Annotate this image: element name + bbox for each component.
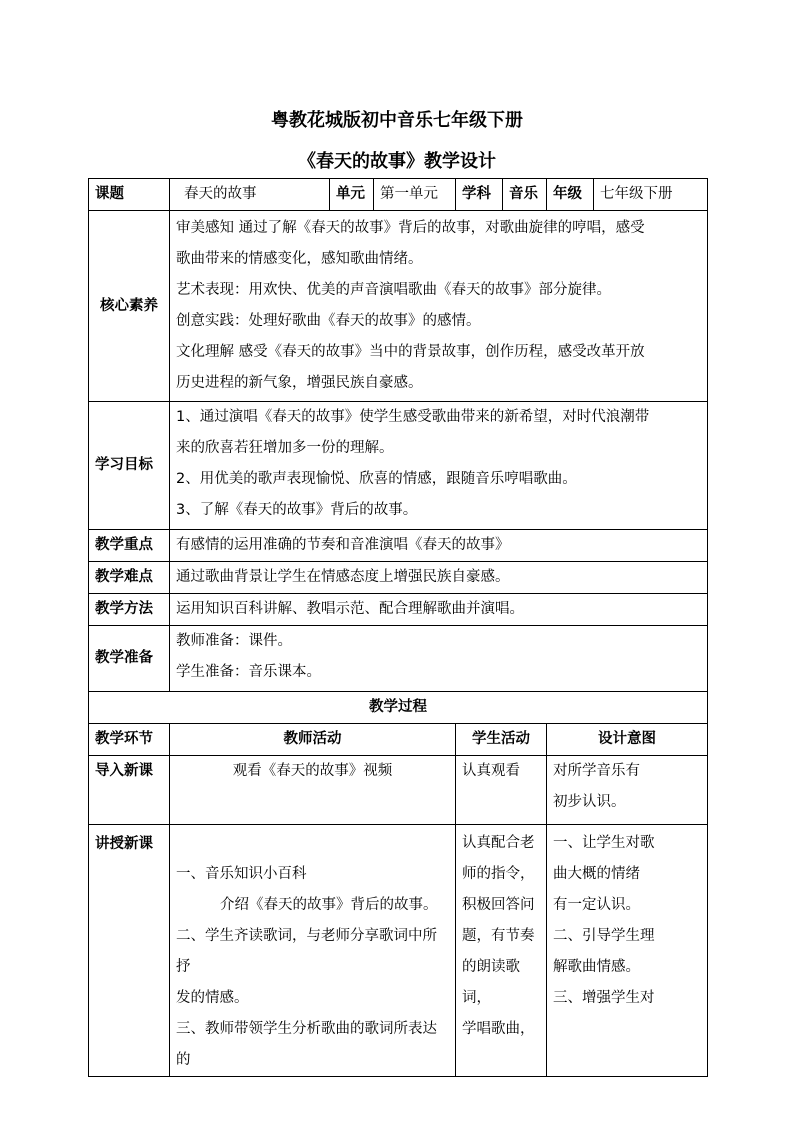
core-line: 审美感知 通过了解《春天的故事》背后的故事，对歌曲旋律的哼唱，感受 — [176, 220, 645, 236]
student-intro: 认真观看 — [456, 756, 547, 825]
key-point-text: 有感情的运用准确的节奏和音准演唱《春天的故事》 — [170, 530, 708, 562]
goal-line: 来的欣喜若狂增加多一份的理解。 — [176, 440, 394, 456]
col-student-header: 学生活动 — [456, 724, 547, 756]
subject-label: 学科 — [456, 179, 503, 211]
key-point-label: 教学重点 — [89, 530, 170, 562]
prep-label: 教学准备 — [89, 626, 170, 692]
prep-row — [89, 626, 708, 692]
intent-line: 二、引导学生理 — [553, 928, 655, 944]
core-line: 歌曲带来的情感变化，感知歌曲情绪。 — [176, 251, 423, 267]
intent-line: 曲大概的情绪 — [553, 866, 640, 882]
intent-line: 一、让学生对歌 — [553, 835, 655, 851]
core-line: 历史进程的新气象，增强民族自豪感。 — [176, 375, 423, 391]
goals-row — [89, 402, 708, 530]
process-header: 教学过程 — [89, 692, 708, 724]
teacher-line: 二、学生齐读歌词，与老师分享歌词中所抒 — [176, 928, 437, 975]
student-line: 学唱歌曲， — [462, 1021, 535, 1037]
difficulty-text: 通过歌曲背景让学生在情感态度上增强民族自豪感。 — [170, 562, 708, 594]
intent-lesson — [547, 825, 708, 1077]
intent-line: 初步认识。 — [553, 794, 626, 810]
method-row — [89, 594, 708, 626]
intent-line: 三、增强学生对 — [553, 990, 655, 1006]
prep-content — [170, 626, 708, 692]
student-lesson — [456, 825, 547, 1077]
grade-label: 年级 — [547, 179, 594, 211]
key-point-row — [89, 530, 708, 562]
intent-line: 对所学音乐有 — [553, 763, 640, 779]
goal-line: 3、了解《春天的故事》背后的故事。 — [176, 502, 418, 518]
topic-value: 春天的故事 — [170, 179, 330, 211]
lesson-plan-table — [88, 178, 708, 1077]
teacher-lesson — [170, 825, 456, 1077]
teacher-line: 介绍《春天的故事》背后的故事。 — [220, 897, 438, 913]
teacher-line: 三、教师带领学生分析歌曲的歌词所表达的 — [176, 1021, 437, 1068]
process-columns-row — [89, 724, 708, 756]
difficulty-label: 教学难点 — [89, 562, 170, 594]
student-line: 题，有节奏 — [462, 928, 535, 944]
stage-lesson: 讲授新课 — [89, 825, 170, 1077]
student-line: 认真配合老 — [462, 835, 535, 851]
info-row — [89, 179, 708, 211]
core-row — [89, 211, 708, 402]
grade-value: 七年级下册 — [594, 179, 708, 211]
unit-value: 第一单元 — [374, 179, 456, 211]
student-line: 积极回答问 — [462, 897, 535, 913]
method-label: 教学方法 — [89, 594, 170, 626]
goals-label: 学习目标 — [89, 402, 170, 530]
document-title: 粤教花城版初中音乐七年级下册 — [271, 110, 523, 131]
goal-line: 1、通过演唱《春天的故事》使学生感受歌曲带来的新希望，对时代浪潮带 — [176, 409, 650, 425]
subject-value: 音乐 — [503, 179, 547, 211]
prep-line: 学生准备：音乐课本。 — [176, 664, 321, 680]
difficulty-row — [89, 562, 708, 594]
intent-line: 解歌曲情感。 — [553, 959, 640, 975]
intent-intro — [547, 756, 708, 825]
teacher-line: 发的情感。 — [176, 990, 249, 1006]
teacher-line: 一、音乐知识小百科 — [176, 866, 307, 882]
method-text: 运用知识百科讲解、教唱示范、配合理解歌曲并演唱。 — [170, 594, 708, 626]
core-label: 核心素养 — [89, 211, 170, 402]
core-content — [170, 211, 708, 402]
col-stage-header: 教学环节 — [89, 724, 170, 756]
document-subtitle: 《春天的故事》教学设计 — [298, 151, 496, 172]
process-row-lesson — [89, 825, 708, 1077]
col-intent-header: 设计意图 — [547, 724, 708, 756]
col-teacher-header: 教师活动 — [170, 724, 456, 756]
teacher-intro: 观看《春天的故事》视频 — [170, 756, 456, 825]
core-line: 艺术表现：用欢快、优美的声音演唱歌曲《春天的故事》部分旋律。 — [176, 282, 611, 298]
prep-line: 教师准备：课件。 — [176, 633, 292, 649]
unit-label: 单元 — [330, 179, 374, 211]
process-header-row — [89, 692, 708, 724]
intent-line: 有一定认识。 — [553, 897, 640, 913]
student-line: 的朗读歌词， — [462, 959, 520, 1006]
core-line: 文化理解 感受《春天的故事》当中的背景故事，创作历程，感受改革开放 — [176, 344, 645, 360]
student-line: 师的指令， — [462, 866, 535, 882]
stage-intro: 导入新课 — [89, 756, 170, 825]
process-row-intro — [89, 756, 708, 825]
core-line: 创意实践：处理好歌曲《春天的故事》的感情。 — [176, 313, 481, 329]
topic-label: 课题 — [89, 179, 170, 211]
goal-line: 2、用优美的歌声表现愉悦、欣喜的情感，跟随音乐哼唱歌曲。 — [176, 471, 577, 487]
goals-content — [170, 402, 708, 530]
